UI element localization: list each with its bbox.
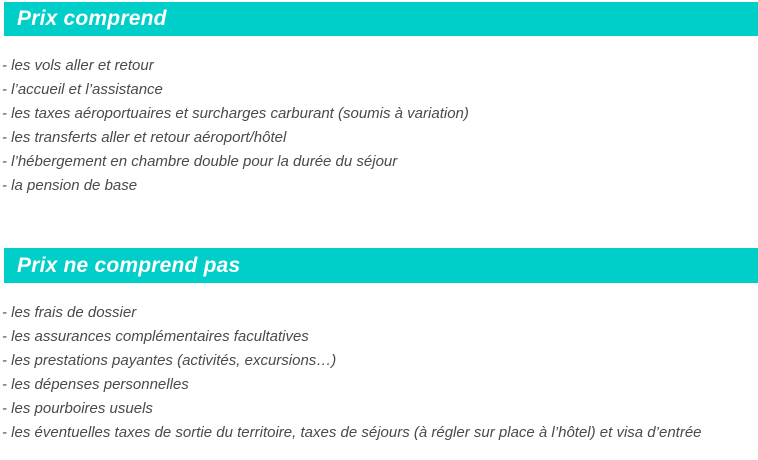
section-price-includes (0, 2, 758, 198)
list-item: - les transferts aller et retour aéroport/hôtel (2, 129, 287, 146)
list-item: - les pourboires usuels (2, 400, 153, 417)
list-item: - l’hébergement en chambre double pour la durée du séjour (2, 153, 398, 170)
list-item: - les frais de dossier (2, 304, 137, 321)
price-includes-title: Prix comprend (17, 7, 167, 30)
section-price-excludes (0, 248, 758, 445)
list-item: - l’accueil et l’assistance (2, 81, 163, 98)
price-includes-list (2, 54, 758, 198)
list-item: - les prestations payantes (activités, excursions…) (2, 352, 337, 369)
list-item: - les assurances complémentaires facultatives (2, 328, 309, 345)
price-details-page (0, 2, 758, 460)
list-item: - les dépenses personnelles (2, 376, 189, 393)
price-excludes-title: Prix ne comprend pas (17, 253, 241, 277)
list-item: - les éventuelles taxes de sortie du territoire, taxes de séjours (à régler sur place à l’hôtel) et visa d’entrée (2, 424, 702, 441)
list-item: - les taxes aéroportuaires et surcharges carburant (soumis à variation) (2, 105, 469, 122)
list-item: - les vols aller et retour (2, 57, 154, 74)
price-excludes-header (4, 248, 758, 283)
price-excludes-list (2, 301, 758, 445)
list-item: - la pension de base (2, 177, 138, 194)
price-includes-header (4, 2, 758, 36)
